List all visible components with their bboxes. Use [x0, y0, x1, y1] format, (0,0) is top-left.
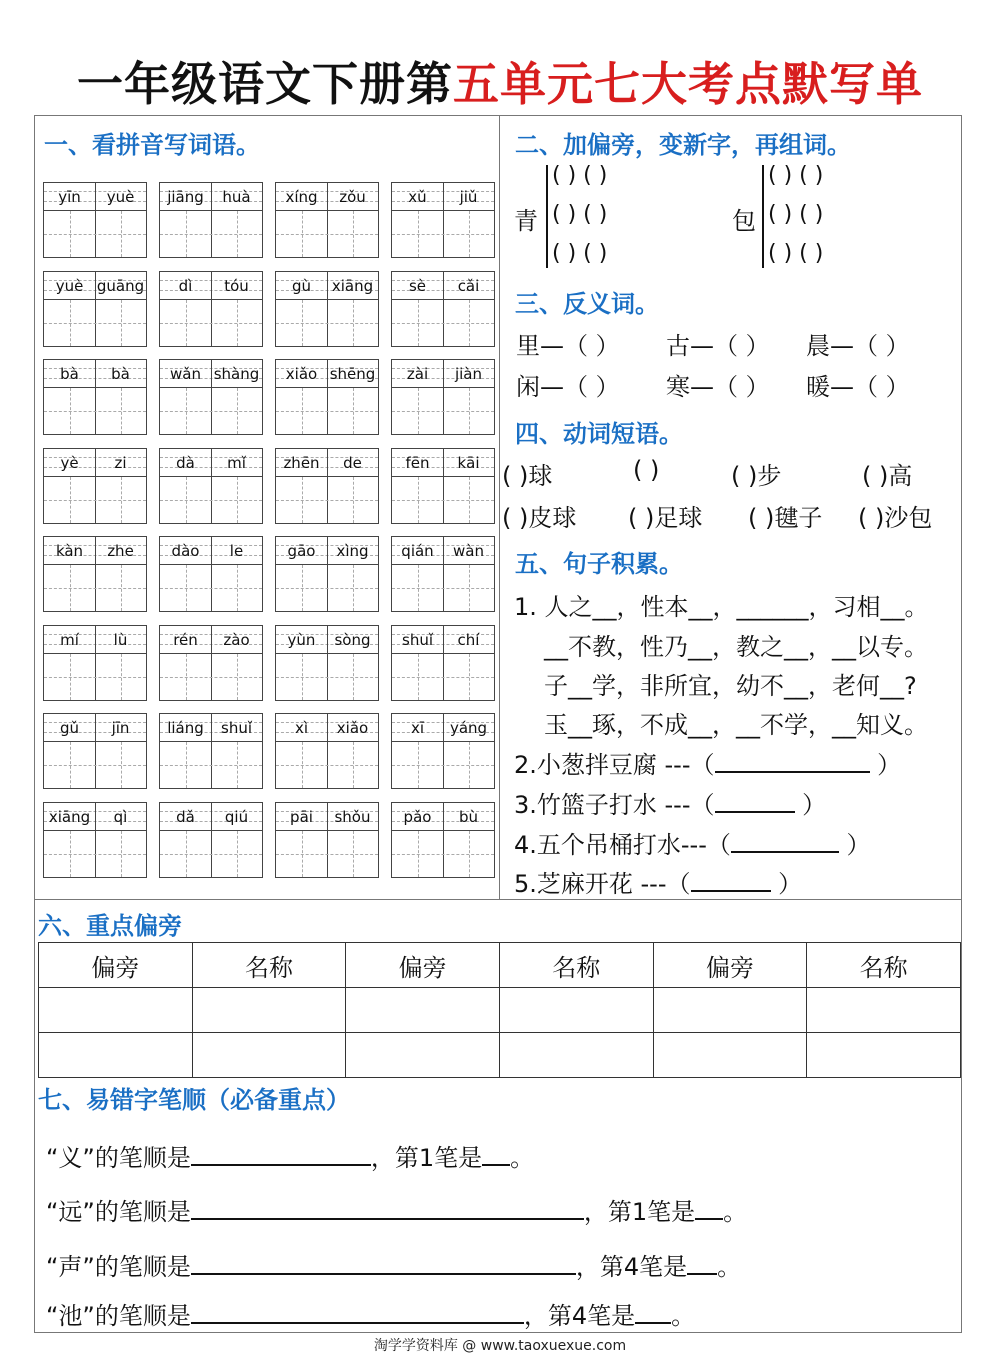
table-cell[interactable] — [499, 1033, 653, 1078]
riddle-question: 2.小葱拌豆腐 ---（ — [514, 751, 715, 779]
cell-guide — [160, 854, 262, 855]
cell-guide — [353, 654, 354, 700]
cell-guide — [70, 300, 71, 346]
cell-guide — [276, 677, 378, 678]
cell-guide — [44, 500, 146, 501]
pinyin-syllable: yè — [60, 453, 79, 472]
pinyin-cell[interactable] — [159, 625, 263, 701]
pinyin-syllable: jiāng — [167, 188, 204, 206]
cell-guide — [121, 388, 122, 434]
cell-guide — [237, 477, 238, 523]
riddle-close: ） — [778, 870, 803, 898]
cell-guide — [237, 654, 238, 700]
cell-guide — [418, 300, 419, 346]
cell-guide — [469, 742, 470, 788]
radical-table — [38, 942, 961, 1078]
pinyin-syllable: sòng — [334, 630, 371, 649]
pinyin-cell[interactable] — [159, 448, 263, 524]
pinyin-cell[interactable] — [159, 536, 263, 612]
table-header: 偏旁 — [39, 943, 193, 988]
verb-phrase: ( )毽子 — [748, 504, 823, 532]
pinyin-syllable: cǎi — [457, 276, 480, 295]
cell-guide — [276, 234, 378, 235]
table-row — [39, 1033, 961, 1078]
riddle-line — [514, 825, 871, 860]
cell-guide — [469, 831, 470, 877]
pinyin-syllable: kāi — [457, 453, 480, 472]
cell-guide — [121, 211, 122, 257]
verb-phrase: ( )皮球 — [502, 504, 577, 532]
cell-guide — [469, 477, 470, 523]
cell-guide — [44, 765, 146, 766]
pinyin-cell[interactable] — [275, 271, 379, 347]
pinyin-syllable: mí — [60, 630, 79, 649]
cell-guide — [353, 742, 354, 788]
pinyin-cell[interactable] — [391, 448, 495, 524]
cell-guide — [418, 388, 419, 434]
pinyin-syllable: le — [229, 542, 244, 560]
section-4-heading: 四、动词短语。 — [515, 420, 683, 448]
pinyin-syllable: xiāng — [331, 276, 374, 295]
cell-guide — [186, 742, 187, 788]
cell-guide — [353, 388, 354, 434]
pinyin-cell[interactable] — [159, 713, 263, 789]
cell-guide — [186, 388, 187, 434]
answer-blank[interactable] — [731, 827, 839, 853]
answer-blank[interactable] — [695, 1194, 723, 1220]
cell-guide — [469, 565, 470, 611]
stroke-prompt: ，第4笔是 — [523, 1302, 636, 1330]
pinyin-syllable: sè — [408, 276, 427, 295]
table-cell[interactable] — [39, 1033, 193, 1078]
pinyin-cell[interactable] — [275, 182, 379, 258]
cell-guide — [469, 654, 470, 700]
stroke-order-line — [46, 1138, 534, 1173]
antonym-item: 晨—（ ） — [806, 332, 910, 360]
cell-guide — [237, 300, 238, 346]
cell-guide — [392, 411, 494, 412]
riddle-close: ） — [877, 751, 902, 779]
cell-guide — [44, 234, 146, 235]
cell-guide — [392, 500, 494, 501]
pinyin-syllable: xiǎo — [336, 719, 369, 737]
pinyin-syllable: shàng — [213, 365, 260, 383]
cell-guide — [302, 211, 303, 257]
cell-guide — [121, 742, 122, 788]
pinyin-syllable: bù — [458, 807, 479, 826]
pinyin-syllable: tóu — [224, 276, 249, 295]
pinyin-cell[interactable] — [43, 536, 147, 612]
cell-guide — [44, 323, 146, 324]
table-cell[interactable] — [807, 988, 961, 1033]
pinyin-syllable: yáng — [449, 719, 488, 737]
verb-phrase: ( )高 — [862, 462, 913, 490]
footer-credit: 淘学学资料库 @ www.taoxuexue.com — [373, 1338, 627, 1354]
stroke-order-line — [46, 1192, 747, 1227]
pinyin-syllable: yuè — [106, 188, 135, 206]
table-header: 偏旁 — [346, 943, 500, 988]
pinyin-syllable: yùn — [287, 630, 316, 649]
cell-guide — [70, 477, 71, 523]
cell-guide — [276, 854, 378, 855]
stroke-prompt: 。 — [723, 1198, 748, 1226]
cell-guide — [302, 565, 303, 611]
answer-blank[interactable] — [191, 1298, 524, 1324]
pinyin-syllable: zhēn — [283, 453, 320, 472]
cell-guide — [44, 411, 146, 412]
table-cell[interactable] — [499, 988, 653, 1033]
cell-guide — [392, 323, 494, 324]
radical-slot: ( ) ( ) — [768, 241, 824, 266]
cell-guide — [121, 654, 122, 700]
pinyin-syllable: dà — [176, 453, 195, 472]
radical-base-char-2: 包 — [732, 207, 756, 235]
pinyin-syllable: bà — [111, 365, 130, 383]
cell-guide — [186, 477, 187, 523]
stroke-prompt: 。 — [510, 1144, 535, 1172]
antonym-item: 暖—（ ） — [806, 373, 910, 401]
pinyin-cell[interactable] — [391, 271, 495, 347]
pinyin-syllable: huà — [222, 188, 251, 206]
pinyin-cell[interactable] — [275, 713, 379, 789]
cell-guide — [353, 477, 354, 523]
pinyin-syllable: xī — [410, 719, 425, 737]
pinyin-cell[interactable] — [275, 536, 379, 612]
cell-guide — [160, 234, 262, 235]
pinyin-cell[interactable] — [391, 182, 495, 258]
table-header: 名称 — [192, 943, 346, 988]
pinyin-syllable: zhe — [107, 542, 134, 560]
verb-phrase: ( )沙包 — [858, 504, 933, 532]
pinyin-cell[interactable] — [391, 359, 495, 435]
table-header: 偏旁 — [653, 943, 807, 988]
riddle-line — [514, 785, 826, 820]
cell-guide — [302, 654, 303, 700]
stroke-prompt: ，第1笔是 — [583, 1198, 696, 1226]
pinyin-syllable: shuǐ — [402, 630, 433, 649]
cell-guide — [237, 211, 238, 257]
pinyin-syllable: gǔ — [59, 719, 80, 737]
table-cell[interactable] — [653, 1033, 807, 1078]
pinyin-syllable: mǐ — [227, 453, 246, 472]
cell-guide — [353, 565, 354, 611]
cell-guide — [418, 565, 419, 611]
pinyin-syllable: dì — [178, 276, 193, 295]
cell-guide — [418, 654, 419, 700]
cell-guide — [160, 765, 262, 766]
pinyin-syllable: guāng — [96, 276, 145, 295]
cell-guide — [418, 831, 419, 877]
pinyin-syllable: wàn — [453, 542, 484, 560]
verb-phrase: ( ) — [633, 456, 660, 484]
cell-guide — [70, 831, 71, 877]
cell-guide — [392, 765, 494, 766]
stroke-prompt: “义”的笔顺是 — [46, 1144, 191, 1172]
sentence-line: 1. 人之__，性本__，______，习相__。 — [514, 593, 929, 621]
pinyin-syllable: xìng — [336, 542, 369, 560]
title-part-1: 一年级语文下册第 — [77, 57, 453, 111]
answer-blank[interactable] — [715, 747, 870, 773]
table-row — [39, 988, 961, 1033]
pinyin-syllable: chí — [457, 630, 480, 649]
radical-slot: ( ) ( ) — [768, 163, 824, 188]
cell-guide — [44, 677, 146, 678]
cell-guide — [160, 323, 262, 324]
pinyin-syllable: qián — [401, 542, 434, 560]
section-divider — [34, 899, 962, 900]
cell-guide — [469, 388, 470, 434]
riddle-question: 3.竹篮子打水 ---（ — [514, 791, 715, 819]
pinyin-cell[interactable] — [43, 802, 147, 878]
cell-guide — [70, 654, 71, 700]
pinyin-syllable: lù — [113, 630, 128, 649]
pinyin-syllable: yīn — [58, 188, 81, 206]
cell-guide — [392, 234, 494, 235]
pinyin-cell[interactable] — [391, 802, 495, 878]
cell-guide — [70, 742, 71, 788]
section-1-heading: 一、看拼音写词语。 — [44, 131, 260, 159]
pinyin-cell[interactable] — [43, 271, 147, 347]
table-cell[interactable] — [807, 1033, 961, 1078]
cell-guide — [186, 831, 187, 877]
cell-guide — [392, 677, 494, 678]
pinyin-grid — [43, 182, 497, 882]
pinyin-syllable: gù — [291, 276, 312, 295]
stroke-order-line — [46, 1247, 741, 1282]
answer-blank[interactable] — [715, 787, 795, 813]
cell-guide — [121, 831, 122, 877]
cell-guide — [469, 211, 470, 257]
pinyin-syllable: dào — [171, 542, 200, 560]
stroke-prompt: 。 — [717, 1253, 742, 1281]
pinyin-cell[interactable] — [391, 625, 495, 701]
pinyin-cell[interactable] — [159, 182, 263, 258]
cell-guide — [302, 477, 303, 523]
cell-guide — [418, 742, 419, 788]
stroke-prompt: ，第1笔是 — [370, 1144, 483, 1172]
pinyin-syllable: rén — [173, 630, 198, 649]
pinyin-syllable: shēng — [329, 365, 376, 383]
section-2-heading: 二、加偏旁，变新字，再组词。 — [515, 131, 851, 159]
pinyin-syllable: zi — [114, 453, 127, 472]
sentence-line: 玉__琢，不成__，__不学，__知义。 — [544, 711, 928, 739]
stroke-prompt: “声”的笔顺是 — [46, 1253, 191, 1281]
antonym-item: 古—（ ） — [666, 332, 770, 360]
pinyin-cell[interactable] — [43, 448, 147, 524]
cell-guide — [276, 411, 378, 412]
pinyin-syllable: dǎ — [176, 807, 195, 826]
riddle-close: ） — [802, 791, 827, 819]
cell-guide — [160, 677, 262, 678]
riddle-close: ） — [846, 831, 871, 859]
pinyin-syllable: zǒu — [339, 188, 366, 206]
pinyin-syllable: xǔ — [408, 188, 427, 206]
cell-guide — [121, 477, 122, 523]
pinyin-cell[interactable] — [43, 625, 147, 701]
cell-guide — [353, 831, 354, 877]
cell-guide — [392, 588, 494, 589]
radical-base-char-1: 青 — [514, 207, 538, 235]
cell-guide — [237, 388, 238, 434]
radical-slot: ( ) ( ) — [768, 202, 824, 227]
pinyin-syllable: gāo — [287, 542, 316, 560]
answer-blank[interactable] — [191, 1249, 576, 1275]
pinyin-syllable: qì — [113, 807, 128, 826]
cell-guide — [469, 300, 470, 346]
radical-slot: ( ) ( ) — [552, 241, 608, 266]
verb-phrase: ( )足球 — [628, 504, 703, 532]
answer-blank[interactable] — [691, 866, 771, 892]
cell-guide — [237, 565, 238, 611]
pinyin-syllable: xiǎo — [285, 365, 318, 383]
cell-guide — [44, 588, 146, 589]
title-part-2: 五单元七大考点默写单 — [453, 57, 923, 111]
pinyin-cell[interactable] — [43, 182, 147, 258]
cell-guide — [70, 565, 71, 611]
stroke-prompt: 。 — [671, 1302, 696, 1330]
stroke-prompt: “池”的笔顺是 — [46, 1302, 191, 1330]
antonym-item: 寒—（ ） — [666, 373, 770, 401]
pinyin-syllable: jīn — [111, 719, 130, 737]
radical-slot: ( ) ( ) — [552, 202, 608, 227]
brace-1 — [546, 165, 548, 268]
table-cell[interactable] — [192, 1033, 346, 1078]
cell-guide — [70, 211, 71, 257]
cell-guide — [302, 300, 303, 346]
section-7-heading: 七、易错字笔顺（必备重点） — [38, 1086, 350, 1114]
pinyin-cell[interactable] — [43, 359, 147, 435]
verb-phrase: ( )球 — [502, 462, 553, 490]
table-cell[interactable] — [39, 988, 193, 1033]
pinyin-syllable: yuè — [55, 276, 84, 295]
cell-guide — [160, 411, 262, 412]
cell-guide — [121, 300, 122, 346]
cell-guide — [186, 565, 187, 611]
riddle-question: 4.五个吊桶打水---（ — [514, 831, 731, 859]
pinyin-syllable: shǒu — [334, 807, 371, 826]
pinyin-syllable: xíng — [285, 188, 318, 206]
table-cell[interactable] — [653, 988, 807, 1033]
pinyin-syllable: shuǐ — [221, 719, 252, 737]
cell-guide — [353, 211, 354, 257]
section-3-heading: 三、反义词。 — [515, 290, 659, 318]
pinyin-syllable: pāi — [290, 807, 313, 826]
pinyin-syllable: bà — [60, 365, 79, 383]
pinyin-syllable: pǎo — [403, 807, 432, 826]
answer-blank[interactable] — [482, 1140, 510, 1166]
column-divider — [499, 115, 500, 899]
cell-guide — [302, 831, 303, 877]
pinyin-cell[interactable] — [275, 448, 379, 524]
antonym-item: 闲—（ ） — [516, 373, 620, 401]
answer-blank[interactable] — [191, 1194, 584, 1220]
pinyin-syllable: zào — [223, 630, 250, 649]
pinyin-cell[interactable] — [159, 271, 263, 347]
table-cell[interactable] — [346, 988, 500, 1033]
stroke-order-line — [46, 1296, 695, 1331]
section-6-heading: 六、重点偏旁 — [38, 912, 182, 940]
pinyin-cell[interactable] — [159, 359, 263, 435]
table-header-row — [39, 943, 961, 988]
riddle-question: 5.芝麻开花 ---（ — [514, 870, 691, 898]
brace-2 — [762, 165, 764, 268]
pinyin-syllable: zài — [406, 365, 429, 383]
pinyin-syllable: jiǔ — [459, 188, 478, 206]
answer-blank[interactable] — [687, 1249, 717, 1275]
cell-guide — [276, 588, 378, 589]
cell-guide — [276, 765, 378, 766]
antonym-item: 里—（ ） — [516, 332, 620, 360]
cell-guide — [418, 477, 419, 523]
cell-guide — [276, 323, 378, 324]
verb-phrase: ( )步 — [731, 462, 782, 490]
cell-guide — [121, 565, 122, 611]
cell-guide — [392, 854, 494, 855]
pinyin-syllable: fēn — [405, 453, 430, 472]
pinyin-syllable: jiàn — [454, 365, 483, 383]
answer-blank[interactable] — [191, 1140, 371, 1166]
page-title — [0, 48, 1000, 114]
pinyin-cell[interactable] — [159, 802, 263, 878]
cell-guide — [186, 654, 187, 700]
pinyin-cell[interactable] — [275, 359, 379, 435]
pinyin-cell[interactable] — [391, 713, 495, 789]
pinyin-syllable: qiú — [224, 807, 249, 826]
table-header: 名称 — [807, 943, 961, 988]
cell-guide — [186, 300, 187, 346]
sentence-line: 子__学，非所宜，幼不__，老何__? — [544, 672, 917, 700]
table-header: 名称 — [499, 943, 653, 988]
cell-guide — [302, 388, 303, 434]
stroke-prompt: “远”的笔顺是 — [46, 1198, 191, 1226]
pinyin-syllable: wǎn — [170, 365, 201, 383]
stroke-prompt: ，第4笔是 — [575, 1253, 688, 1281]
pinyin-syllable: xiāng — [48, 807, 91, 826]
pinyin-cell[interactable] — [275, 625, 379, 701]
cell-guide — [160, 500, 262, 501]
cell-guide — [44, 854, 146, 855]
table-cell[interactable] — [346, 1033, 500, 1078]
cell-guide — [237, 831, 238, 877]
pinyin-cell[interactable] — [391, 536, 495, 612]
radical-slot: ( ) ( ) — [552, 163, 608, 188]
cell-guide — [70, 388, 71, 434]
cell-guide — [186, 211, 187, 257]
cell-guide — [418, 211, 419, 257]
answer-blank[interactable] — [635, 1298, 671, 1324]
pinyin-syllable: kàn — [55, 542, 84, 560]
cell-guide — [160, 588, 262, 589]
pinyin-syllable: liáng — [167, 719, 204, 737]
riddle-line — [514, 745, 901, 780]
cell-guide — [237, 742, 238, 788]
pinyin-cell[interactable] — [275, 802, 379, 878]
riddle-line — [514, 864, 802, 899]
pinyin-cell[interactable] — [43, 713, 147, 789]
section-5-heading: 五、句子积累。 — [515, 550, 683, 578]
pinyin-syllable: de — [343, 453, 362, 472]
cell-guide — [302, 742, 303, 788]
cell-guide — [276, 500, 378, 501]
sentence-line: __不教，性乃__，教之__，__以专。 — [544, 633, 928, 661]
cell-guide — [353, 300, 354, 346]
table-cell[interactable] — [192, 988, 346, 1033]
pinyin-syllable: xì — [294, 719, 309, 737]
